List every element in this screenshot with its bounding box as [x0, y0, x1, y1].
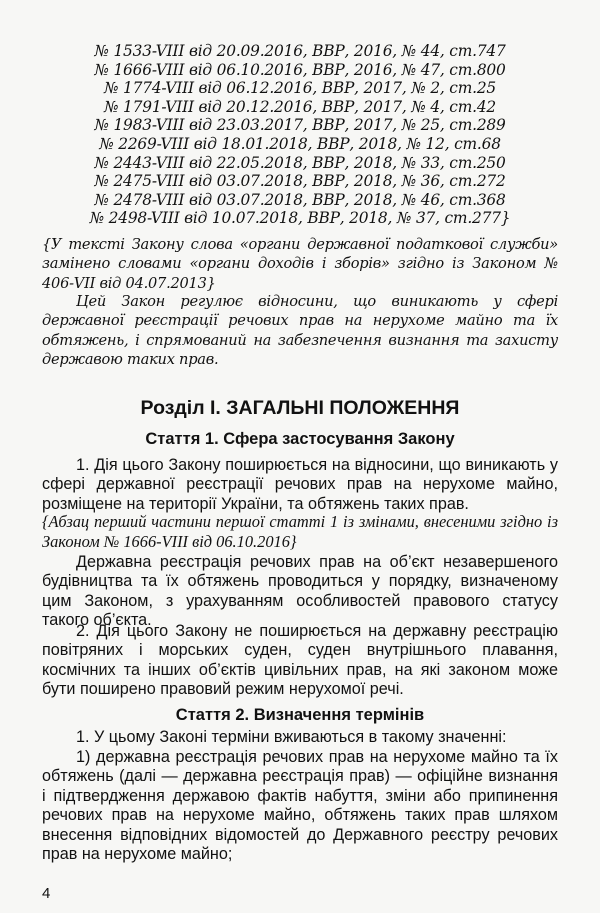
article-2-definition-1: 1) державна реєстрація речових прав на нерухоме майно та їх обтяжень (далі — державна реєстрація прав) — офіційне визнання і підтвердження державою фактів набуття, зміни або припинення речових прав на нерухоме майно, обтяжень таких прав шляхом внесення відповідних відомостей до Державного реєстру речових прав на нерухоме майно; [42, 748, 558, 864]
section-title: Розділ I. ЗАГАЛЬНІ ПОЛОЖЕННЯ [140, 397, 460, 419]
amendment-line: № 2269-VIII від 18.01.2018, ВВР, 2018, № 12, ст.68 [99, 134, 501, 153]
article-1-paragraph-3: 2. Дія цього Закону не поширюється на державну реєстрацію повітряних і морських суден, суден внутрішнього плавання, космічних та інших об’єктів цивільних прав, на які законом може бути поширено правовий режим нерухомої речі. [42, 622, 558, 699]
amendment-line: № 2475-VIII від 03.07.2018, ВВР, 2018, № 36, ст.272 [94, 172, 506, 191]
amendment-line: № 1774-VIII від 06.12.2016, ВВР, 2017, № 2, ст.25 [103, 79, 497, 98]
amendment-line: № 1791-VIII від 20.12.2016, ВВР, 2017, № 4, ст.42 [103, 97, 497, 116]
article-1-paragraph-2: Державна реєстрація речових прав на об’єкт незавершеного будівництва та їх обтяжень проводиться у порядку, визначеному цим Законом, з урахуванням особливостей правового статусу такого об’єкта. [42, 553, 558, 630]
amendment-line: № 1533-VIII від 20.09.2016, ВВР, 2016, № 44, ст.747 [94, 42, 506, 60]
amendment-line: № 1666-VIII від 06.10.2016, ВВР, 2016, № 47, ст.800 [94, 60, 506, 79]
article-1-amendment-note: {Абзац перший частини першої статті 1 із змінами, внесеними згідно із Законом № 1666-VIII від 06.10.2016} [42, 512, 558, 551]
terms-replacement-note: {У тексті Закону слова «органи державної податкової служби» замінено словами «органи доходів і зборів» згідно із Законом № 406-VII від 04.07.2013} [42, 236, 558, 292]
article-1-title: Стаття 1. Сфера застосування Закону [145, 430, 455, 448]
amendments-list [42, 42, 558, 228]
article-2-paragraph-1: 1. У цьому Законі терміни вживаються в такому значенні: [76, 728, 507, 746]
article-1-paragraph-1: 1. Дія цього Закону поширюється на відносини, що виникають у сфері державної реєстрації речових прав на нерухоме майно, розміщене на території України, та обтяжень таких прав. [42, 456, 558, 513]
amendment-line: № 1983-VIII від 23.03.2017, ВВР, 2017, № 25, ст.289 [94, 116, 506, 135]
amendment-line: № 2498-VIII від 10.07.2018, ВВР, 2018, № 37, ст.277} [89, 209, 511, 228]
amendment-line: № 2478-VIII від 03.07.2018, ВВР, 2018, № 46, ст.368 [94, 190, 506, 209]
law-preamble: Цей Закон регулює відносини, що виникають у сфері державної реєстрації речових прав на нерухоме майно та їх обтяжень, і спрямований на забезпечення визнання та захисту державою таких прав. [42, 293, 558, 368]
amendment-line: № 2443-VIII від 22.05.2018, ВВР, 2018, № 33, ст.250 [94, 153, 506, 172]
page-number: 4 [42, 885, 51, 902]
article-2-title: Стаття 2. Визначення термінів [175, 706, 425, 724]
